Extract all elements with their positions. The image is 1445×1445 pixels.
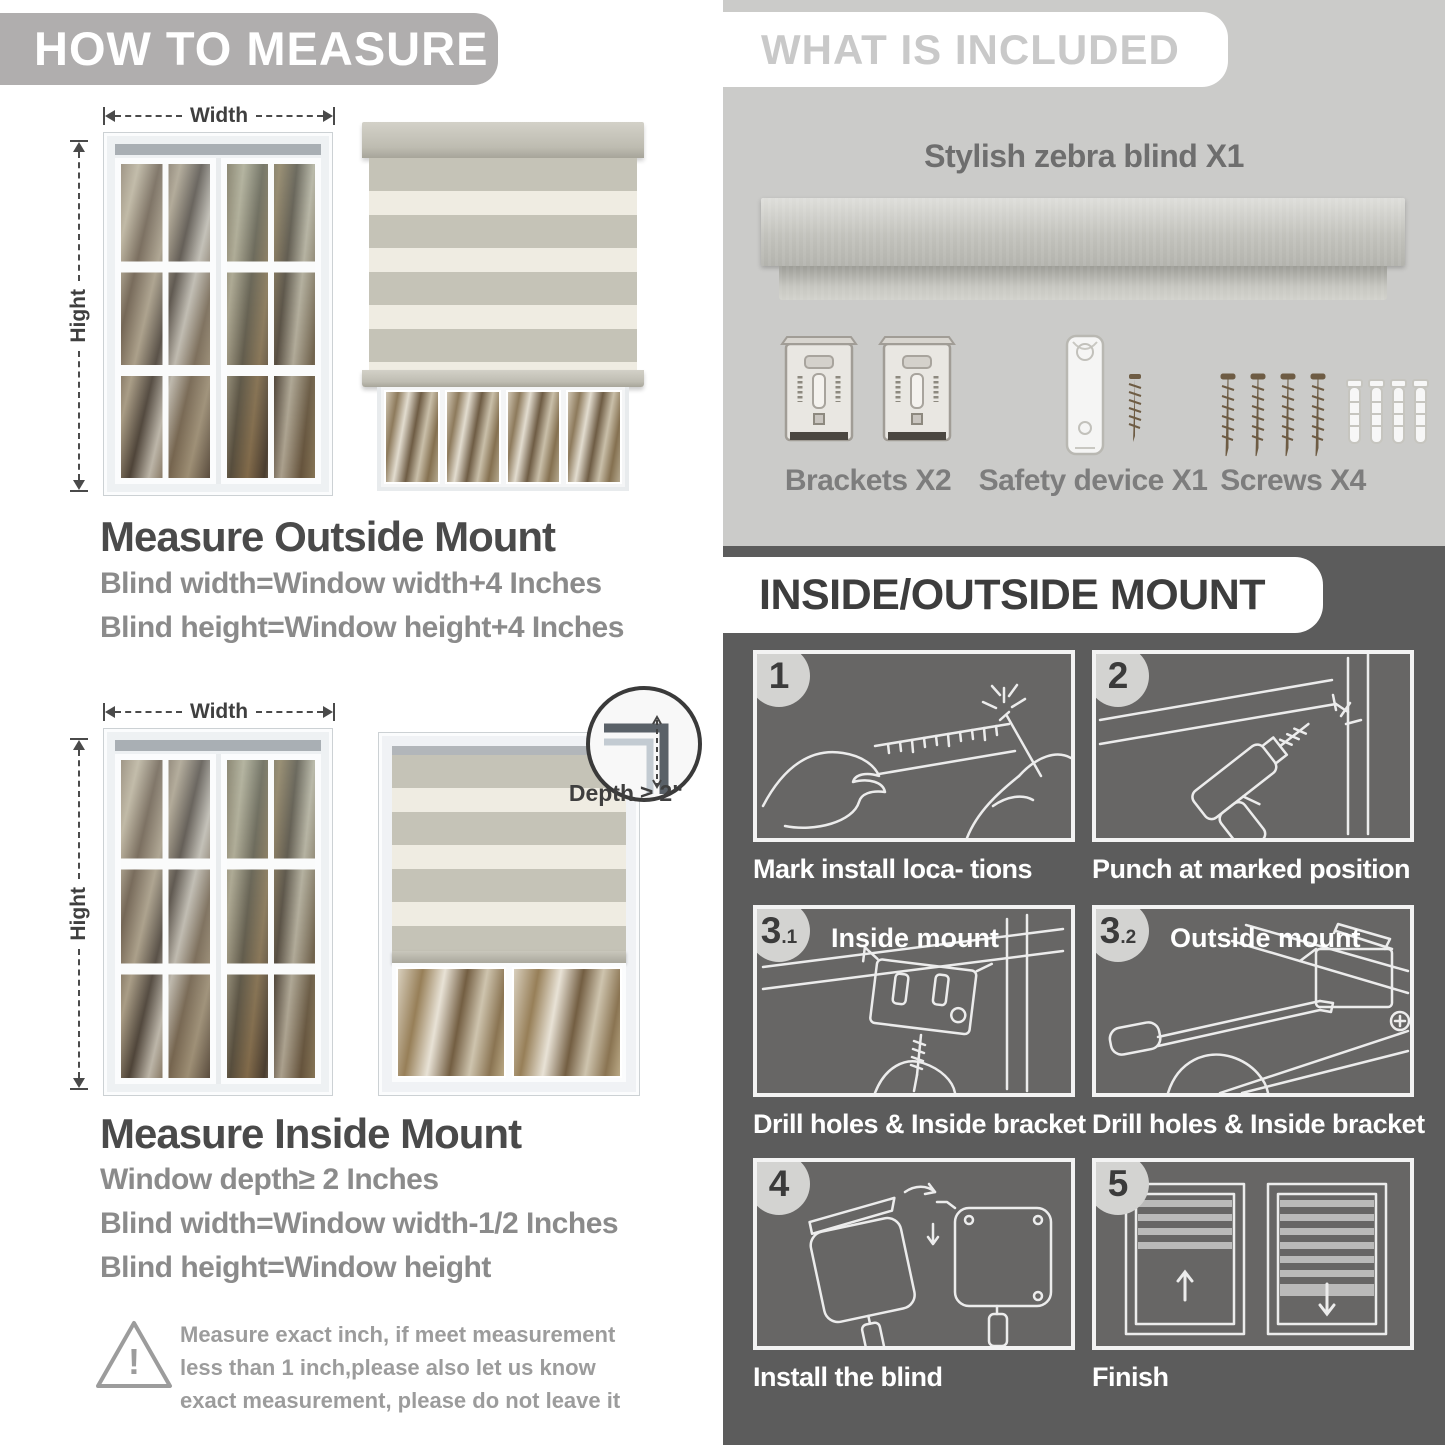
brackets-label: Brackets X2	[784, 464, 952, 497]
arrow-up-icon	[73, 740, 85, 750]
arrow-right-icon	[323, 706, 333, 718]
window-pane	[506, 390, 562, 484]
screws-icon	[1215, 368, 1433, 460]
zebra-blind-cassette-image	[761, 198, 1405, 266]
step-3-2	[1092, 905, 1425, 1140]
outside-mount-title: Measure Outside Mount	[100, 513, 556, 560]
step-4	[753, 1158, 1075, 1393]
inside-mount-line3: Blind height=Window height	[100, 1251, 491, 1284]
step-1-caption: Mark install loca- tions	[753, 854, 1033, 884]
arrow-left-icon	[105, 110, 115, 122]
step-5-panel	[1092, 1158, 1414, 1350]
step-1	[753, 650, 1075, 885]
blind-cassette	[362, 122, 644, 158]
blind-stripes	[369, 158, 637, 370]
depth-label: Depth ≥ 2"	[568, 780, 684, 806]
step-3-1-panel	[753, 905, 1075, 1097]
window-illustration-inside	[103, 728, 333, 1096]
dashed-line	[78, 949, 80, 1078]
dashed-line	[256, 711, 323, 713]
window-pane	[445, 390, 501, 484]
dashed-line	[78, 351, 80, 480]
step-3-2-caption: Drill holes & Inside bracket	[1092, 1109, 1425, 1139]
warning-text: Measure exact inch, if meet measurement less than 1 inch,please also let us know exact measurement, please do not leave it	[180, 1322, 621, 1413]
svg-text:!: !	[128, 1341, 140, 1382]
zebra-blind-cassette-image	[779, 266, 1387, 300]
step-3-1	[753, 905, 1086, 1140]
width-arrow-outside	[103, 106, 335, 126]
window-pane	[384, 390, 440, 484]
window-pane	[396, 967, 506, 1078]
width-label: Width	[189, 700, 249, 723]
blind-quantity-label: Stylish zebra blind X1	[924, 138, 1244, 174]
width-arrow-inside	[103, 702, 335, 722]
height-arrow-inside	[68, 738, 90, 1090]
dashed-line	[256, 115, 323, 117]
inside-mount-line1: Window depth≥ 2 Inches	[100, 1163, 439, 1196]
window-pane	[566, 390, 622, 484]
arrow-down-icon	[73, 480, 85, 490]
arrow-down-icon	[73, 1078, 85, 1088]
screw-icon	[1129, 374, 1141, 442]
arrow-endbar	[333, 703, 335, 721]
step-5-caption: Finish	[1092, 1362, 1169, 1392]
window-sash	[221, 754, 322, 1084]
mount-header: INSIDE/OUTSIDE MOUNT	[723, 557, 1323, 633]
dashed-line	[78, 750, 80, 879]
step-1-panel	[753, 650, 1075, 842]
step-3-2-panel	[1092, 905, 1414, 1097]
arrow-endbar	[333, 107, 335, 125]
screws-label: Screws X4	[1220, 464, 1366, 497]
step-2-panel	[1092, 650, 1414, 842]
window-below-blind	[392, 963, 626, 1082]
step-4-caption: Install the blind	[753, 1362, 943, 1392]
step-number-badge: 5	[1092, 1158, 1149, 1215]
step-4-panel	[753, 1158, 1075, 1350]
dashed-line	[115, 711, 182, 713]
window-head-frame	[115, 144, 321, 155]
dashed-line	[78, 152, 80, 281]
arrow-up-icon	[73, 142, 85, 152]
safety-device-label: Safety device X1	[978, 464, 1208, 497]
what-is-included-section	[723, 0, 1445, 546]
window-sash	[115, 158, 216, 484]
step-2	[1092, 650, 1414, 885]
window-sashes	[115, 158, 321, 484]
step-3-1-caption: Drill holes & Inside bracket	[753, 1109, 1086, 1139]
inside-mount-title: Measure Inside Mount	[100, 1110, 522, 1157]
window-sashes	[115, 754, 321, 1084]
what-is-included-header: WHAT IS INCLUDED	[723, 12, 1228, 87]
arrow-left-icon	[105, 706, 115, 718]
mount-instructions-section	[723, 546, 1445, 1445]
step-number-badge: 4	[753, 1158, 810, 1215]
arrow-endbar	[70, 490, 88, 492]
window-pane	[512, 967, 622, 1078]
dashed-line	[115, 115, 182, 117]
warning-triangle-icon	[92, 1316, 176, 1394]
window-head-frame	[115, 740, 321, 751]
inside-mount-line2: Blind width=Window width-1/2 Inches	[100, 1207, 619, 1240]
height-label: Hight	[67, 289, 90, 343]
step-number-badge: 2	[1092, 650, 1149, 707]
window-illustration-outside	[103, 132, 333, 496]
window-below-blind	[377, 387, 629, 491]
window-sash	[115, 754, 216, 1084]
step-3-1-title: Inside mount	[831, 923, 999, 953]
safety-device-icon	[1053, 332, 1173, 458]
step-2-caption: Punch at marked position	[1092, 854, 1411, 884]
blind-bottom-rail	[392, 951, 626, 963]
step-number-badge: 3 .2	[1092, 905, 1149, 962]
width-label: Width	[189, 104, 249, 127]
step-3-2-title: Outside mount	[1170, 923, 1361, 953]
outside-mount-line2: Blind height=Window height+4 Inches	[100, 611, 624, 644]
arrow-endbar	[70, 1088, 88, 1090]
how-to-measure-header: HOW TO MEASURE	[0, 13, 498, 85]
wall-anchor-icon	[1347, 380, 1428, 443]
height-label: Hight	[67, 887, 90, 941]
step-number-badge: 3 .1	[753, 905, 810, 962]
window-sash	[221, 158, 322, 484]
arrow-right-icon	[323, 110, 333, 122]
zebra-blind-illustration-outside	[362, 116, 644, 496]
height-arrow-outside	[68, 140, 90, 492]
outside-mount-line1: Blind width=Window width+4 Inches	[100, 567, 602, 600]
blind-bottom-rail	[362, 370, 644, 387]
step-5	[1092, 1158, 1414, 1393]
brackets-icon	[778, 332, 958, 454]
step-number-badge: 1	[753, 650, 810, 707]
